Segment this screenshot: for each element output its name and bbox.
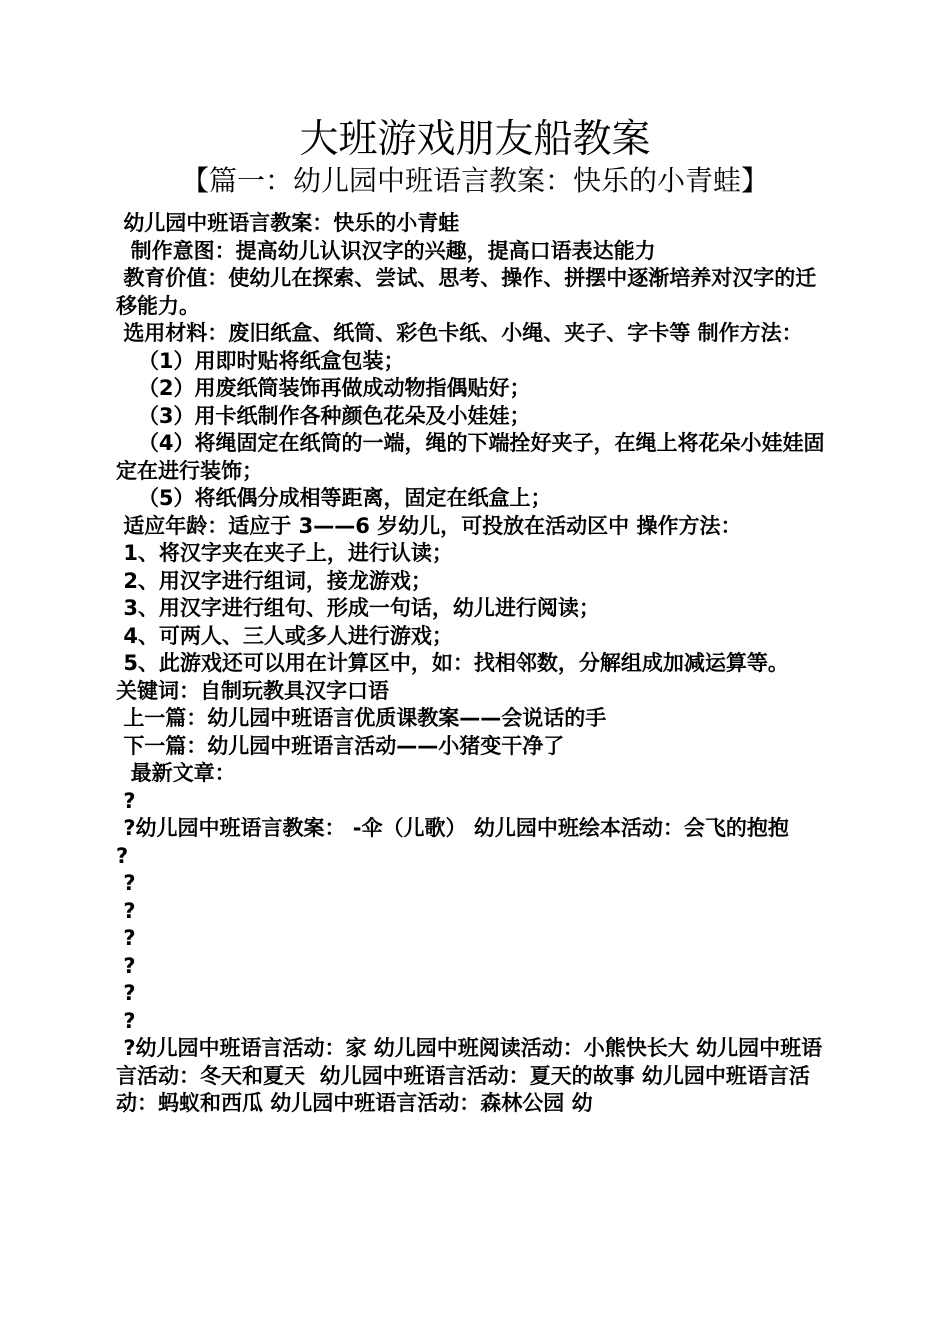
body-line: 教育价值：使幼儿在探索、尝试、思考、操作、拼摆中逐渐培养对汉字的迁移能力。 — [116, 266, 817, 318]
keywords-line: 关键词：自制玩教具汉字口语 — [116, 678, 389, 703]
body-line: 制作意图：提高幼儿认识汉字的兴趣，提高口语表达能力 — [116, 238, 656, 263]
article-link[interactable]: ? — [116, 788, 136, 813]
article-link[interactable]: ? — [116, 843, 129, 868]
article-link[interactable]: ? — [116, 1008, 136, 1033]
body-line: 选用材料：废旧纸盒、纸筒、彩色卡纸、小绳、夹子、字卡等 制作方法： — [116, 321, 803, 345]
body-line: （2）用废纸筒装饰再做成动物指偶贴好； — [116, 376, 531, 400]
body-line: 5、此游戏还可以用在计算区中，如：找相邻数，分解组成加减运算等。 — [116, 651, 789, 675]
body-line: （5）将纸偶分成相等距离，固定在纸盒上； — [116, 486, 552, 510]
body-line: （1）用即时贴将纸盒包装； — [116, 348, 405, 373]
document-subtitle: 【篇一：幼儿园中班语言教案：快乐的小青蛙】 — [180, 164, 769, 197]
previous-article-link[interactable]: 上一篇：幼儿园中班语言优质课教案——会说话的手 — [116, 706, 607, 730]
article-link[interactable]: ? — [116, 898, 136, 923]
next-article-link[interactable]: 下一篇：幼儿园中班语言活动——小猪变干净了 — [116, 733, 565, 758]
article-link[interactable]: ? — [116, 981, 136, 1005]
body-line: 适应年龄：适应于 3——6 岁幼儿，可投放在活动区中 操作方法： — [116, 513, 742, 538]
body-line: 4、可两人、三人或多人进行游戏； — [116, 623, 453, 648]
body-line: （4）将绳固定在纸筒的一端，绳的下端拴好夹子，在绳上将花朵小娃娃固定在进行装饰； — [116, 431, 825, 483]
body-line: 2、用汉字进行组词，接龙游戏； — [116, 568, 432, 593]
latest-articles-heading: 最新文章： — [116, 761, 236, 785]
article-link[interactable]: ?幼儿园中班语言活动：家 幼儿园中班阅读活动：小熊快长大 幼儿园中班语言活动：冬天和夏天 幼儿园中班语言活动：夏天的故事 幼儿园中班语言活动：蚂蚁和西瓜 幼儿园中班语言活动：森林公园 幼 — [116, 1036, 823, 1115]
body-line: （3）用卡纸制作各种颜色花朵及小娃娃； — [116, 403, 531, 428]
body-line: 1、将汉字夹在夹子上，进行认读； — [116, 541, 453, 565]
body-line: 3、用汉字进行组句、形成一句话，幼儿进行阅读； — [116, 596, 600, 620]
article-link[interactable]: ?幼儿园中班语言教案： -伞（儿歌） 幼儿园中班绘本活动：会飞的抱抱 — [116, 816, 789, 840]
document-title: 大班游戏朋友船教案 — [299, 117, 651, 162]
article-link[interactable]: ? — [116, 953, 136, 978]
article-link[interactable]: ? — [116, 926, 136, 950]
document-body — [116, 210, 836, 1118]
body-line: 幼儿园中班语言教案：快乐的小青蛙 — [116, 211, 460, 235]
article-link[interactable]: ? — [116, 871, 136, 895]
